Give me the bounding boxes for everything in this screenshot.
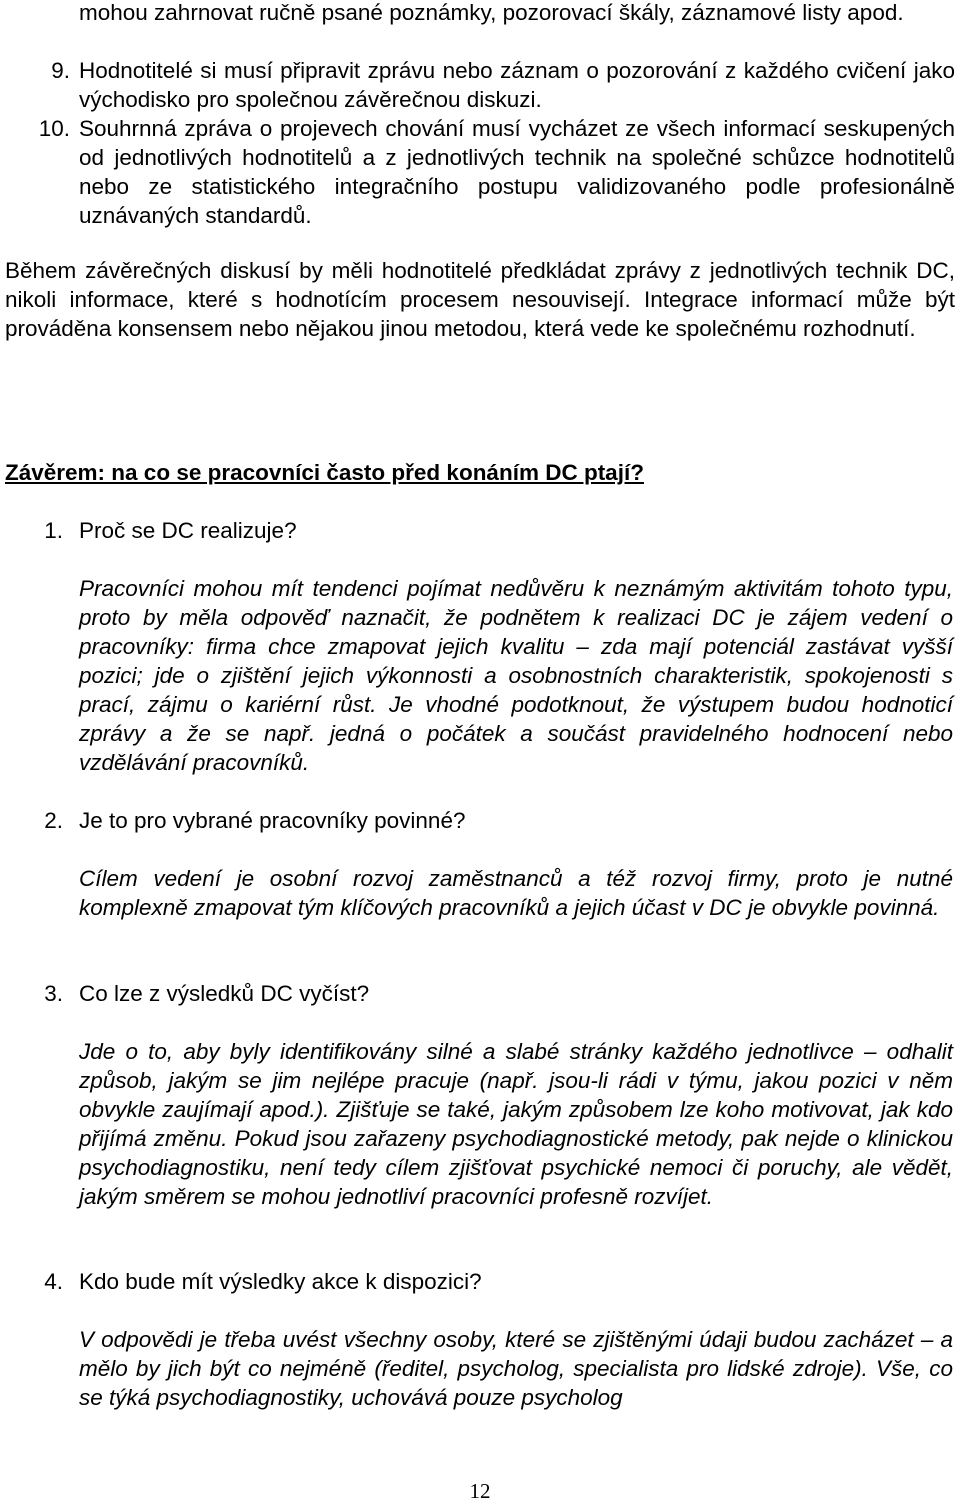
question-number-2: 2. — [44, 808, 63, 833]
section-heading: Závěrem: na co se pracovníci často před konáním DC ptají? — [5, 460, 644, 485]
question-2: Je to pro vybrané pracovníky povinné? — [79, 808, 466, 833]
body-paragraph: Během závěrečných diskusí by měli hodnotitelé předkládat zprávy z jednotlivých technik DC, nikoli informace, které s hodnotícím procesem nesouvisejí. Integrace informací může být prováděna konsensem nebo nějakou jinou metodou, která vede ke společnému rozhodnutí. — [5, 258, 955, 341]
question-1: Proč se DC realizuje? — [79, 518, 297, 543]
list-item-number: 9. — [51, 58, 70, 83]
list-item-text: Souhrnná zpráva o projevech chování musí vycházet ze všech informací seskupených od jednotlivých hodnotitelů a z jednotlivých technik na společné schůzce hodnotitelů nebo ze statistického integračního postupu validizovaného podle profesionálně uznávaných standardů. — [79, 116, 955, 228]
question-number-4: 4. — [44, 1269, 63, 1294]
answer-2: Cílem vedení je osobní rozvoj zaměstnanců a též rozvoj firmy, proto je nutné komplexně zmapovat tým klíčových pracovníků a jejich účast v DC je obvykle povinná. — [79, 866, 953, 920]
question-3: Co lze z výsledků DC vyčíst? — [79, 981, 370, 1006]
answer-1: Pracovníci mohou mít tendenci pojímat nedůvěru k neznámým aktivitám tohoto typu, proto by měla odpověď naznačit, že podnětem k realizaci DC je zájem vedení o pracovníky: firma chce zmapovat jejich kvalitu – zda mají potenciál zastávat vyšší pozici; jde o zjištění jejich výkonnosti a osobnostních charakteristik, spokojenosti s prací, zájmu o kariérní růst. Je vhodné podotknout, že výstupem budou hodnoticí zprávy a že se např. jedná o počátek a součást pravidelného hodnocení nebo vzdělávání pracovníků. — [79, 576, 953, 775]
page-number: 12 — [469, 1479, 491, 1503]
list-item-text: mohou zahrnovat ručně psané poznámky, pozorovací škály, záznamové listy apod. — [79, 0, 904, 25]
answer-4: V odpovědi je třeba uvést všechny osoby, které se zjištěnými údaji budou zacházet – a mělo by jich být co nejméně (ředitel, psycholog, specialista pro lidské zdroje). Vše, co se týká psychodiagnostiky, uchovává pouze psycholog — [79, 1327, 953, 1410]
question-number-3: 3. — [44, 981, 63, 1006]
question-number-1: 1. — [44, 518, 63, 543]
question-4: Kdo bude mít výsledky akce k dispozici? — [79, 1269, 482, 1294]
list-item-number: 10. — [38, 116, 70, 141]
answer-3: Jde o to, aby byly identifikovány silné a slabé stránky každého jednotlivce – odhalit způsob, jakým se jim nejlépe pracuje (např. jsou-li rádi v týmu, jakou pozici v něm obvykle zaujímají apod.). Zjišťuje se také, jakým způsobem lze koho motivovat, jak kdo přijímá změnu. Pokud jsou zařazeny psychodiagnostické metody, pak nejde o klinickou psychodiagnostiku, není tedy cílem zjišťovat psychické nemoci či poruchy, ale vědět, jakým směrem se mohou jednotliví pracovníci profesně rozvíjet. — [79, 1039, 953, 1209]
list-item-text: Hodnotitelé si musí připravit zprávu nebo záznam o pozorování z každého cvičení jako východisko pro společnou závěrečnou diskuzi. — [79, 58, 955, 112]
